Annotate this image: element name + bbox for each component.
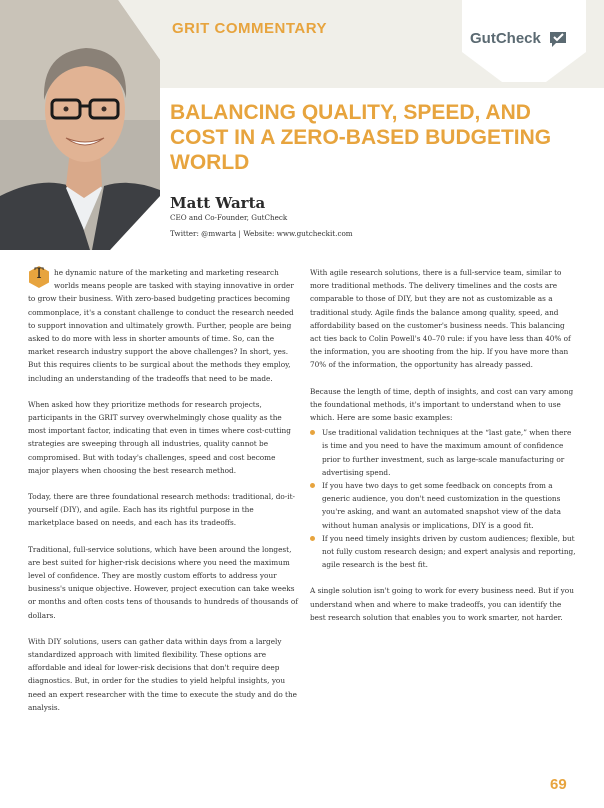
gutcheck-logo: GutCheck (470, 30, 541, 47)
bullet-dot-icon (310, 536, 315, 541)
page-number: 69 (550, 776, 567, 793)
paragraph: Because the length of time, depth of insights, and cost can vary among the foundational methods, it's important to understand when to use which. Here are some basic examples: (310, 386, 574, 423)
intro-paragraph (28, 266, 298, 385)
list-item: If you need timely insights driven by custom audiences; flexible, but not fully custom research design; and expert analysis and reporting, agile research is the best fit. (310, 532, 578, 572)
bullet-list (310, 426, 578, 571)
left-column (28, 266, 298, 727)
paragraph-text: he dynamic nature of the marketing and marketing research worlds means people are tasked with staying innovative in order to grow their business. With zero-based budgeting practices becoming commonplace, it's a constant challenge to conduct the research needed to support innovation and ultimately growth. Further, people are being asked to do more with less in shorter amounts of time. So, can the market research industry support the above challenges? In short, yes. But this requires clients to be surgical about the methods they employ, including an understanding of the tradeoffs that need to be made. (28, 268, 294, 383)
dropcap-letter: T (34, 266, 44, 282)
paragraph: A single solution isn't going to work for every business need. But if you understand when and where to make tradeoffs, you can identify the best research solution that enables you to work smarter, not harder. (310, 586, 574, 622)
paragraph: Today, there are three foundational research methods: traditional, do-it-yourself (DIY), and agile. Each has its rightful purpose in the marketplace based on needs, and each has its tradeoffs. (28, 492, 295, 528)
paragraph: Traditional, full-service solutions, which have been around the longest, are best suited for higher-risk decisions where you need the maximum level of confidence. They are mostly custom efforts to address your business's unique objective. However, project execution can take weeks or months and often costs tens of thousands to hundreds of thousands of dollars. (28, 544, 298, 620)
checkmark-speech-bubble-icon (548, 30, 568, 48)
paragraph: With DIY solutions, users can gather data within days from a largely standardized approach with limited flexibility. These options are affordable and ideal for lower-risk decisions that don't require deep diagnostics. But, in order for the studies to yield helpful insights, you need an expert researcher with the time to execute the study and do the analysis. (28, 636, 297, 712)
dropcap-hexagon (28, 266, 50, 288)
bullet-dot-icon (310, 483, 315, 488)
article-title: BALANCING QUALITY, SPEED, AND COST IN A ZERO-BASED BUDGETING WORLD (170, 101, 552, 174)
author-name: Matt Warta (170, 194, 266, 212)
author-role: CEO and Co-Founder, GutCheck (170, 213, 288, 222)
author-photo (0, 0, 160, 250)
bullet-dot-icon (310, 430, 315, 435)
list-item: Use traditional validation techniques at the “last gate,” when there is time and you need to have the maximum amount of confidence prior to further investment, such as large-scale manufacturing or advertising spend. (310, 426, 578, 479)
paragraph: When asked how they prioritize methods for research projects, participants in the GRIT survey overwhelmingly chose quality as the most important factor, indicating that even in times where cost-cutting strategies are sweeping through all industries, quality cannot be compromised. But with today's challenges, speed and cost become major players when choosing the best research method. (28, 399, 291, 475)
paragraph: With agile research solutions, there is a full-service team, similar to more traditional methods. The delivery timelines and the costs are comparable to those of DIY, but they are not as customizable as a traditional study. Agile finds the balance among quality, speed, and affordability based on the customer's business needs. This balancing act ties back to Colin Powell's 40–70 rule: if you have less than 40% of the information, you are shooting from the hip. If you have more than 70% of the information, the opportunity has already passed. (310, 268, 571, 370)
section-label: GRIT COMMENTARY (172, 20, 327, 37)
right-column (310, 266, 578, 637)
author-contact: Twitter: @mwarta | Website: www.gutcheckit.com (170, 229, 353, 238)
list-item: If you have two days to get some feedback on concepts from a generic audience, you don't need customization in the questions you're asking, and want an automated snapshot view of the data without human analysis or implications, DIY is a good fit. (310, 479, 578, 532)
